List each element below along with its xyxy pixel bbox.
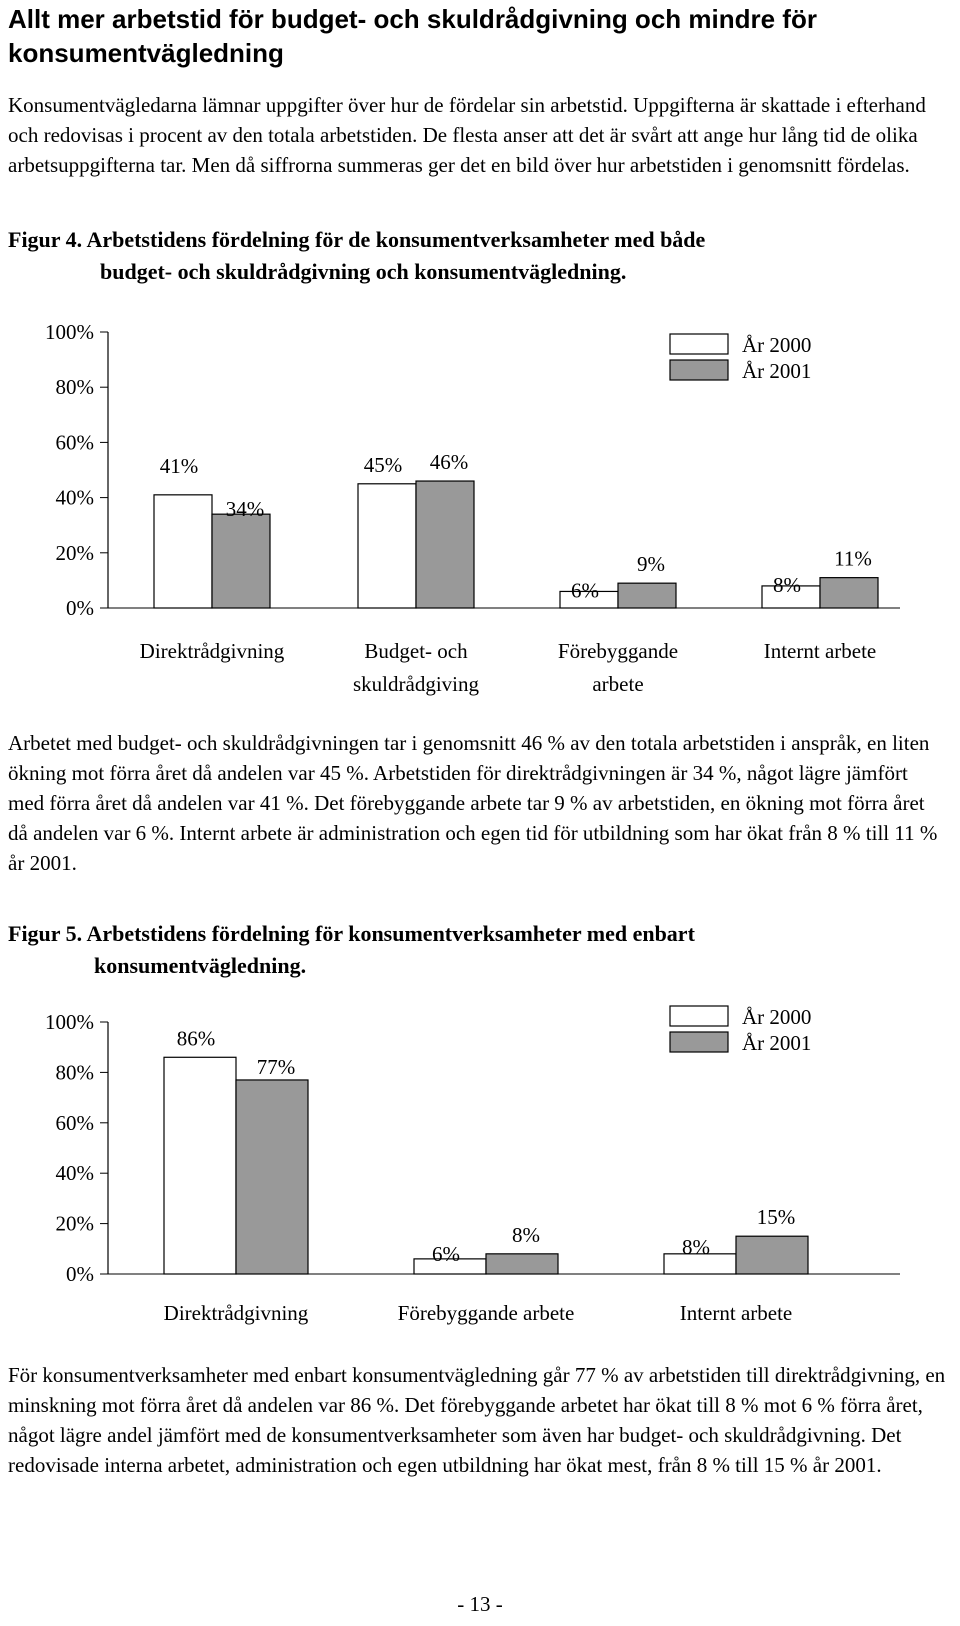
y-tick-label: 0%	[66, 596, 94, 620]
y-tick-label: 20%	[55, 1211, 94, 1236]
category-label: Direktrådgivning	[139, 639, 285, 663]
y-tick-label: 60%	[55, 1110, 94, 1135]
data-label: 15%	[756, 1205, 796, 1230]
y-tick-label: 80%	[55, 1060, 94, 1085]
data-label: 34%	[225, 497, 265, 522]
y-tick-label: 80%	[55, 375, 94, 400]
data-label: 41%	[159, 453, 199, 478]
y-tick-label: 40%	[55, 485, 94, 510]
data-label: 11%	[834, 546, 872, 571]
y-tick-label: 0%	[66, 1262, 94, 1286]
data-label: 6%	[432, 1241, 460, 1266]
data-label: 9%	[637, 552, 665, 577]
category-label: Internt arbete	[763, 639, 877, 663]
y-tick-label: 40%	[55, 1161, 94, 1186]
data-label: 8%	[773, 572, 801, 597]
category-label: Direktrådgivning	[163, 1301, 309, 1325]
legend-swatch	[670, 1032, 728, 1052]
figure-4-title-line1: Arbetstidens fördelning för de konsumentverksamheter med både	[86, 227, 706, 252]
category-label: Budget- och	[364, 639, 468, 663]
figure-5-caption	[8, 918, 928, 982]
category-label: Förebyggande	[557, 639, 679, 663]
category-label: arbete	[592, 672, 644, 696]
data-label: 45%	[363, 452, 403, 477]
bar	[416, 481, 474, 608]
bar	[212, 514, 270, 608]
data-label: 8%	[512, 1222, 540, 1247]
category-label: skuldrådgiving	[353, 672, 479, 696]
bar	[820, 578, 878, 608]
legend-swatch	[670, 334, 728, 354]
figure-5-bar-chart	[0, 990, 960, 1340]
bar	[486, 1254, 558, 1274]
figure-4-number: Figur 4.	[8, 227, 83, 252]
figure-5-number: Figur 5.	[8, 921, 83, 946]
section-heading: Allt mer arbetstid för budget- och skuldrådgivning och mindre för konsumentvägledning	[8, 4, 817, 68]
category-label: Förebyggande arbete	[397, 1301, 575, 1325]
bar	[736, 1236, 808, 1274]
figure-4-bar-chart	[0, 310, 960, 710]
category-label: Internt arbete	[679, 1301, 793, 1325]
intro-paragraph: Konsumentvägledarna lämnar uppgifter över hur de fördelar sin arbetstid. Uppgifterna är skattade i efterhand och redovisas i procent av den totala arbetstiden. De flesta anser att det är svårt att ange hur lång tid de olika arbetsuppgifterna tar. Men då siffrorna summeras ger det en bild över hur arbetstiden i genomsnitt fördelas.	[8, 93, 926, 177]
figure-4-title-line2: budget- och skuldrådgivning och konsumentvägledning.	[100, 259, 627, 284]
figure-5-title-line1: Arbetstidens fördelning för konsumentverksamheter med enbart	[86, 921, 695, 946]
data-label: 86%	[176, 1026, 216, 1051]
bar	[358, 484, 416, 608]
figure-5-title-line2: konsumentvägledning.	[94, 953, 307, 978]
legend-label: År 2001	[742, 359, 812, 383]
bar	[154, 495, 212, 608]
figure-5-commentary: För konsumentverksamheter med enbart konsumentvägledning går 77 % av arbetstiden till direktrådgivning, en minskning mot förra året då andelen var 86 %. Det förebyggande arbetet har ökat till 8 % mot 6 % förra året, något lägre andel jämfört med de konsumentverksamheter som även har budget- och skuldrådgivning. Det redovisade interna arbetet, administration och egen utbildning har ökat mest, från 8 % till 15 % år 2001.	[8, 1363, 946, 1477]
bar	[164, 1057, 236, 1274]
legend-label: År 2000	[742, 1005, 812, 1029]
data-label: 46%	[429, 450, 469, 475]
y-tick-label: 100%	[45, 320, 94, 344]
data-label: 6%	[571, 578, 599, 603]
legend-swatch	[670, 360, 728, 380]
figure-4-commentary: Arbetet med budget- och skuldrådgivningen tar i genomsnitt 46 % av den totala arbetstiden i anspråk, en liten ökning mot förra året då andelen var 45 %. Arbetstiden för direktrådgivningen är 34 %, något lägre jämfört med förra året då andelen var 41 %. Det förebyggande arbete tar 9 % av arbetstiden, en ökning mot förra året då andelen var 6 %. Internt arbete är administration och egen tid för utbildning som har ökat från 8 % till 11 % år 2001.	[8, 731, 938, 875]
data-label: 77%	[256, 1054, 296, 1079]
bar	[236, 1080, 308, 1274]
figure-4-caption	[8, 224, 928, 288]
y-tick-label: 60%	[55, 430, 94, 455]
y-tick-label: 100%	[45, 1010, 94, 1034]
legend-label: År 2000	[742, 333, 812, 357]
legend-swatch	[670, 1006, 728, 1026]
page-number: - 13 -	[457, 1592, 503, 1616]
legend-label: År 2001	[742, 1031, 812, 1055]
bar	[618, 583, 676, 608]
y-tick-label: 20%	[55, 540, 94, 565]
data-label: 8%	[682, 1234, 710, 1259]
